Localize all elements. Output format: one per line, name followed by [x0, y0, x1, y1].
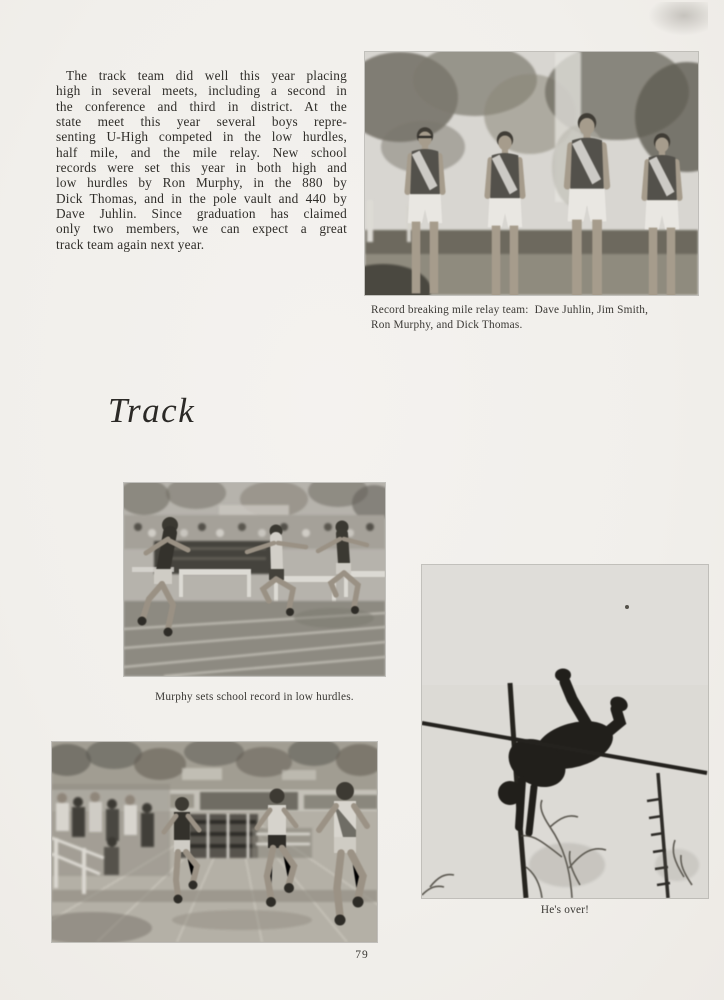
paragraph-line: state meet this year several boys repre-	[56, 114, 347, 130]
section-title: Track	[108, 391, 196, 430]
relay-photo-caption	[371, 303, 706, 332]
hurdles-photo-caption: Murphy sets school record in low hurdles.	[155, 691, 354, 703]
paragraph-line: Dave Juhlin. Since graduation has claimed	[56, 206, 347, 222]
track-foreground	[124, 601, 385, 676]
paragraph-line: the conference and third in district. At the	[56, 98, 347, 114]
paragraph-line: track team again next year.	[56, 236, 205, 252]
pole-vault-photo	[422, 565, 708, 898]
paragraph-line: low hurdles by Ron Murphy, in the 880 by	[56, 175, 347, 191]
paragraph-line: records were set this year in both high and	[56, 160, 347, 176]
paragraph-line: senting U-High competed in the low hurdles,	[56, 129, 347, 145]
pole-vault-photo-image	[422, 565, 708, 898]
paragraph-line: high in several meets, including a second in	[56, 83, 347, 99]
sprint-photo-image	[52, 742, 377, 942]
relay-team-photo-image	[365, 52, 698, 295]
paragraph-line: Dick Thomas, and in the pole vault and 440 by	[56, 190, 347, 206]
page-number: 79	[355, 949, 369, 961]
hurdles-photo	[124, 483, 385, 676]
pole-vault-caption: He's over!	[540, 904, 590, 916]
paragraph-line: only two members, we can expect a great	[56, 221, 347, 237]
sprint-photo	[52, 742, 377, 942]
trees-band	[52, 742, 377, 790]
track-article-paragraph	[56, 68, 347, 252]
caption-line: Record breaking mile relay team: Dave Juhlin, Jim Smith,	[371, 304, 649, 316]
relay-team-photo	[365, 52, 698, 295]
sky-speck	[625, 605, 629, 609]
scan-smudge	[648, 2, 708, 36]
hurdles-photo-image	[124, 483, 385, 676]
paragraph-line: half mile, and the mile relay. New school	[56, 144, 347, 160]
caption-line: Ron Murphy, and Dick Thomas.	[371, 318, 523, 331]
paragraph-line: The track team did well this year placing	[66, 68, 347, 83]
